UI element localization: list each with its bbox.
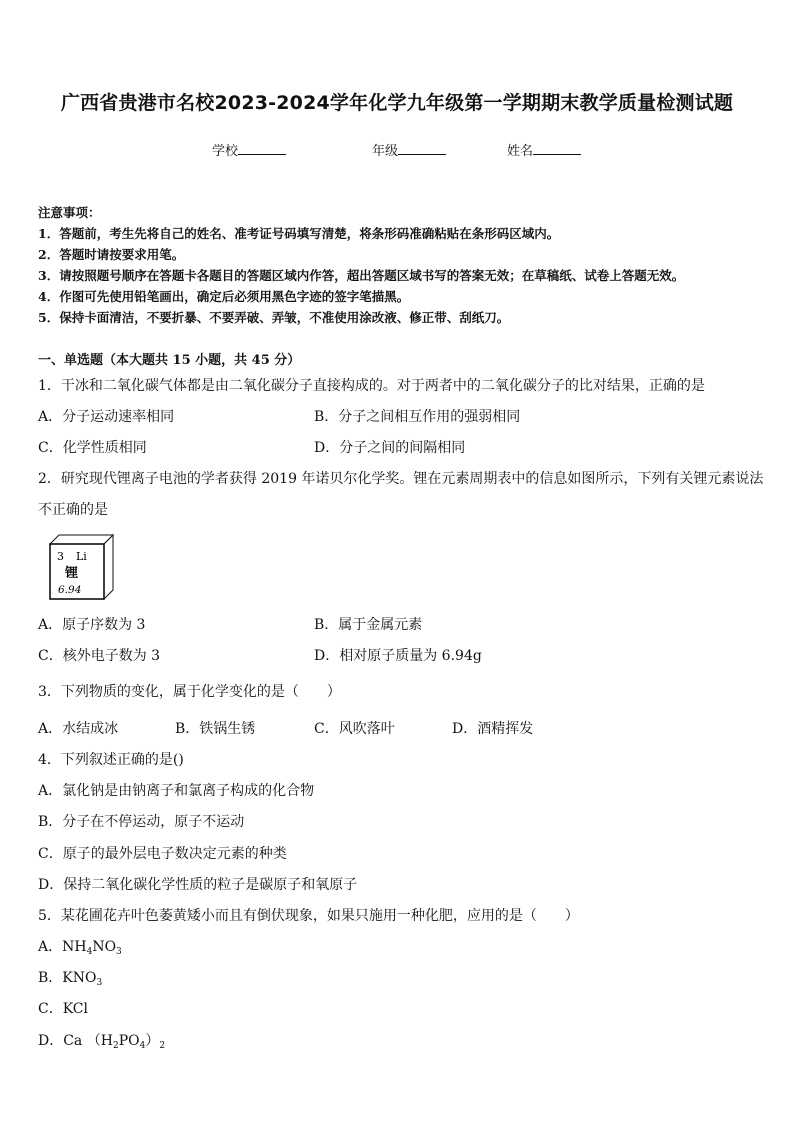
question-2-option-c: C．核外电子数为 3: [38, 648, 161, 664]
section-heading: 一、单选题（本大题共 15 小题，共 45 分）: [38, 353, 301, 368]
element-symbol: Li: [76, 550, 87, 563]
question-2-stem: 2．研究现代锂离子电池的学者获得 2019 年诺贝尔化学奖。锂在元素周期表中的信息如图所示，下列有关锂元素说法: [38, 471, 764, 487]
note-item: 3．请按照题号顺序在答题卡各题目的答题区域内作答，超出答题区域书写的答案无效；在草稿纸、试卷上答题无效。: [38, 268, 685, 283]
note-item: 4．作图可先使用铅笔画出，确定后必须用黑色字迹的签字笔描黑。: [38, 289, 410, 304]
question-4-option-b: B．分子在不停运动，原子不运动: [38, 814, 245, 830]
grade-field: [372, 140, 446, 159]
question-1-option-a: A．分子运动速率相同: [38, 409, 175, 425]
atomic-mass: 6.94: [58, 584, 82, 596]
note-item: 2．答题时请按要求用笔。: [38, 247, 185, 262]
question-1-option-c: C．化学性质相同: [38, 440, 147, 456]
question-1-option-b: B．分子之间相互作用的强弱相同: [314, 409, 521, 425]
question-5-option-b: B．$KNO_3$: [38, 970, 103, 988]
school-field: [212, 140, 286, 159]
question-5-option-d: D．Ca $(H_2PO_4)_2$: [38, 1033, 166, 1051]
question-5-stem: 5．某花圃花卉叶色萎黄矮小而且有倒伏现象，如果只施用一种化肥，应用的是（ ）: [38, 908, 579, 924]
grade-blank: [398, 142, 446, 155]
question-2-option-d: D．相对原子质量为 6.94g: [314, 648, 482, 664]
question-3-option-b: B．铁锅生锈: [175, 721, 256, 737]
question-2-stem-cont: 不正确的是: [38, 502, 108, 518]
lithium-element-tile: [45, 530, 115, 600]
question-3-option-c: C．风吹落叶: [314, 721, 395, 737]
name-label: 姓名: [507, 144, 534, 159]
name-blank: [533, 142, 581, 155]
question-1-stem: 1．干冰和二氧化碳气体都是由二氧化碳分子直接构成的。对于两者中的二氧化碳分子的比对结果，正确的是: [38, 378, 705, 394]
question-5-option-a: A．$NH_4NO_3$: [38, 939, 122, 957]
question-3-option-d: D．酒精挥发: [452, 721, 534, 737]
question-5-option-c: C．KCl: [38, 1001, 88, 1017]
note-item: 1．答题前，考生先将自己的姓名、准考证号码填写清楚，将条形码准确粘贴在条形码区域内。: [38, 226, 560, 241]
school-blank: [238, 142, 286, 155]
question-3-stem: 3．下列物质的变化，属于化学变化的是（ ）: [38, 684, 341, 700]
page-title: 广西省贵港市名校2023-2024学年化学九年级第一学期期末教学质量检测试题: [60, 92, 734, 114]
question-3-option-a: A．水结成冰: [38, 721, 119, 737]
name-field: [507, 140, 581, 159]
school-label: 学校: [212, 144, 239, 159]
element-tile-graphic: [45, 530, 115, 600]
question-1-option-d: D．分子之间的间隔相同: [314, 440, 466, 456]
question-2-option-a: A．原子序数为 3: [38, 617, 146, 633]
element-name: 锂: [65, 566, 79, 581]
atomic-number: 3: [57, 550, 64, 563]
question-2-option-b: B．属于金属元素: [314, 617, 423, 633]
question-4-option-a: A．氯化钠是由钠离子和氯离子构成的化合物: [38, 783, 315, 799]
notes-heading: 注意事项：: [38, 205, 101, 220]
note-item: 5．保持卡面清洁，不要折暴、不要弄破、弄皱，不准使用涂改液、修正带、刮纸刀。: [38, 310, 510, 325]
question-4-stem: 4．下列叙述正确的是(): [38, 752, 184, 768]
question-4-option-c: C．原子的最外层电子数决定元素的种类: [38, 846, 287, 862]
question-4-option-d: D．保持二氧化碳化学性质的粒子是碳原子和氧原子: [38, 877, 358, 893]
grade-label: 年级: [372, 144, 399, 159]
